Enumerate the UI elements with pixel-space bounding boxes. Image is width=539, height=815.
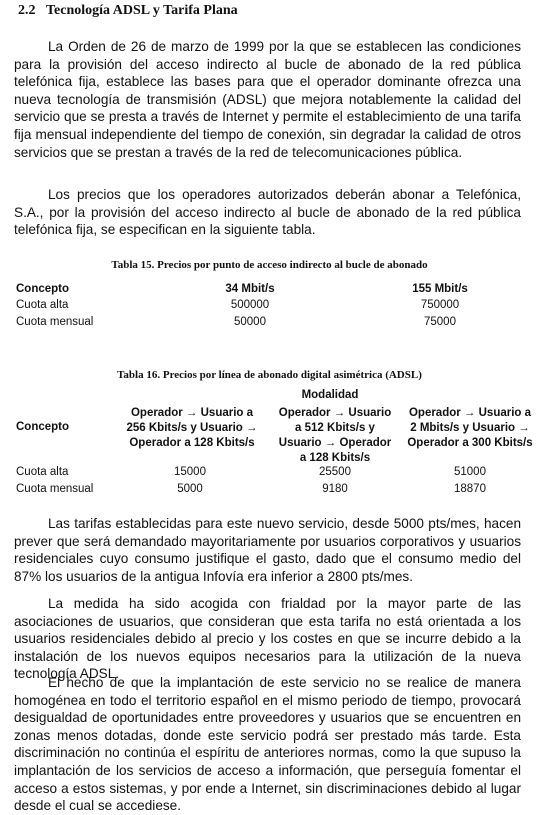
table16-caption: Tabla 16. Precios por línea de abonado digital asimétrica (ADSL)	[117, 369, 422, 381]
table15-cell: 75000	[424, 316, 456, 328]
table15-header-155mbit: 155 Mbit/s	[412, 283, 468, 295]
paragraph-1: La Orden de 26 de marzo de 1999 por la que se establecen las condiciones para la provisión del acceso indirecto al bucle de abonado de la red pública telefónica fija, establece las bases para que el operador dominante ofrezca una nueva tecnología de transmisión (ADSL) que mejora notablemente la calidad del servicio que se presta a través de Internet y permite el establecimiento de una tarifa fija mensual independiente del tiempo de conexión, sin degradar la calidad de otros servicios que se prestan a través de la red de telecomunicaciones pública.	[14, 39, 521, 160]
section-heading	[18, 3, 238, 19]
paragraph-2: Los precios que los operadores autorizados deberán abonar a Telefónica, S.A., por la provisión del acceso indirecto al bucle de abonado de la red pública telefónica fija, se especifican en la siguiente tabla.	[14, 187, 521, 238]
table16-header-col1: Operador → Usuario a 256 Kbits/s y Usuario → Operador a 128 Kbits/s	[126, 407, 258, 449]
table16-row-label: Cuota mensual	[16, 483, 94, 495]
section-number: 2.2	[18, 3, 36, 18]
table15-row-label: Cuota mensual	[16, 316, 94, 328]
table15-caption: Tabla 15. Precios por punto de acceso indirecto al bucle de abonado	[111, 259, 428, 271]
table16-header-concepto: Concepto	[16, 421, 70, 433]
paragraph-4: La medida ha sido acogida con frialdad por la mayor parte de las asociaciones de usuarios, que consideran que esta tarifa no está orientada a los usuarios residenciales debido al precio y los costes en que se incurre debido a la instalación de los nuevos equipos necesarios para la utilización de la nueva tecnología ADSL.	[14, 596, 521, 682]
table15-header-34mbit: 34 Mbit/s	[225, 283, 275, 295]
table16-cell: 5000	[177, 483, 203, 495]
paragraph-3: Las tarifas establecidas para este nuevo servicio, desde 5000 pts/mes, hacen prever que será demandado mayoritariamente por usuarios corporativos y usuarios residenciales cuyo consumo justifique el gasto, dado que el consumo medio del 87% los usuarios de la antigua Infovía era inferior a 2800 pts/mes.	[14, 516, 521, 584]
table15-header-concepto: Concepto	[16, 283, 70, 295]
table15-cell: 750000	[420, 299, 460, 311]
table16-header-col3: Operador → Usuario a 2 Mbits/s y Usuario → Operador a 300 Kbits/s	[407, 407, 533, 449]
table16-cell: 9180	[322, 483, 348, 495]
table15-row-label: Cuota alta	[16, 299, 69, 311]
table15-cell: 50000	[234, 316, 266, 328]
table16-cell: 51000	[454, 466, 486, 478]
table16-row-label: Cuota alta	[16, 466, 69, 478]
table16-header-col2: Operador → Usuario a 512 Kbits/s y Usuario → Operador a 128 Kbits/s	[278, 407, 392, 464]
table16-cell: 18870	[454, 483, 486, 495]
table16-group-header: Modalidad	[301, 389, 359, 401]
table16-cell: 15000	[174, 466, 206, 478]
table15-cell: 500000	[230, 299, 270, 311]
section-title: Tecnología ADSL y Tarifa Plana	[46, 3, 238, 18]
table16-cell: 25500	[319, 466, 351, 478]
paragraph-5: El hecho de que la implantación de este servicio no se realice de manera homogénea en todo el territorio español en el mismo periodo de tiempo, provocará desigualdad de oportunidades entre proveedores y usuarios que se encuentren en zonas menos dotadas, donde este servicio podrá ser prestado más tarde. Esta discriminación no continúa el espíritu de anteriores normas, como la que supuso la implantación de los servicios de acceso a información, que perseguía fomentar el acceso a estos sistemas, y por ende a Internet, sin discriminaciones debido al lugar desde el cual se accediese.	[14, 675, 521, 814]
